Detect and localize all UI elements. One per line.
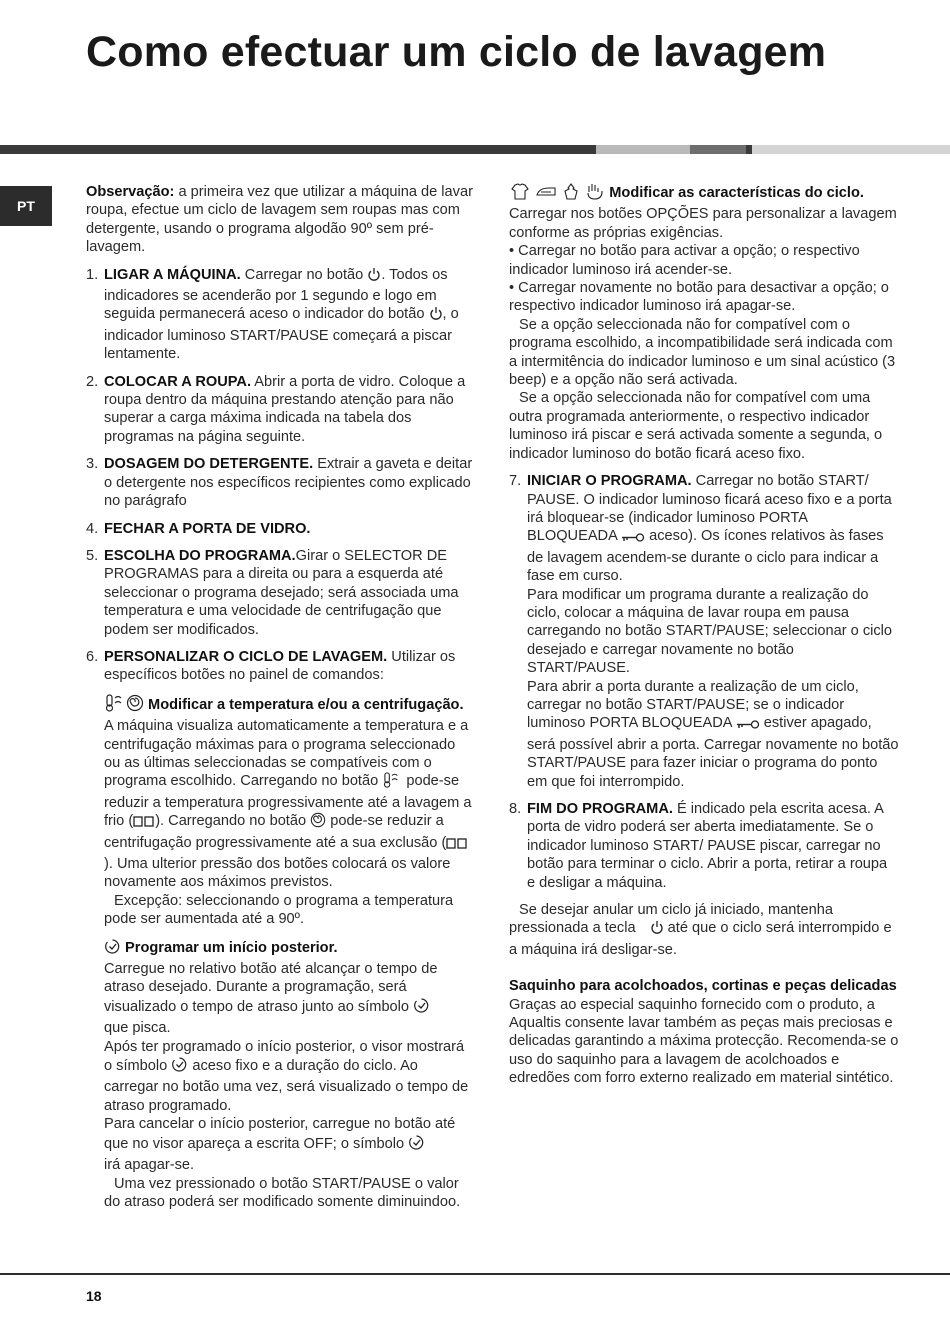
options-text-3: • Carregar novamente no botão para desactivar a opção; o respectivo indicador luminoso irá apagar-se.	[509, 280, 889, 315]
delay-clock-icon	[171, 1056, 188, 1078]
body-text: até que o ciclo será interrompido e a máquina irá desligar-se.	[509, 920, 892, 958]
step-5	[86, 547, 474, 639]
step-text: Girar o SELECTOR DE PROGRAMAS para a direita ou para a esquerda até seleccionar o programa desejado; será associada uma temperatura e uma velocidade de centrifugação que podem ser modificados.	[104, 547, 459, 638]
delay-start-text-4: Uma vez pressionado o botão START/PAUSE o valor do atraso poderá ser modificado somente diminuindoo.	[104, 1175, 461, 1210]
hand-option-icon	[585, 183, 605, 205]
body-text: ). Carregando no botão	[155, 813, 311, 830]
door-lock-key-icon	[736, 717, 760, 735]
power-icon	[640, 920, 664, 940]
delay-start-text-3	[104, 1115, 474, 1174]
left-column	[86, 183, 474, 1220]
steps-list	[86, 266, 474, 1212]
step-number: 2.	[86, 373, 99, 390]
body-text: pode-se reduzir a centrifugação progressivamente até a sua exclusão (	[104, 813, 447, 851]
temperature-exception: Excepção: seleccionando o programa a temperatura pode ser aumentada até a 90º.	[104, 892, 454, 928]
options-heading	[509, 183, 899, 205]
body-text: ). Uma ulterior pressão dos botões colocará os valore novamente aos máximos previstos.	[104, 856, 451, 891]
sub-heading-text: Modificar a temperatura e/ou a centrifugação.	[144, 696, 464, 713]
right-column	[509, 183, 899, 1088]
body-text: Se desejar anular um ciclo já iniciado, mantenha pressionada a tecla	[509, 902, 833, 937]
step-8	[509, 800, 899, 892]
door-lock-key-icon	[621, 530, 645, 548]
delay-start-section	[104, 938, 474, 1212]
spin-icon	[126, 694, 144, 717]
delay-start-text-2	[104, 1038, 474, 1116]
step-number: 1.	[86, 266, 99, 283]
options-section	[509, 183, 899, 463]
step-3	[86, 455, 474, 510]
step-label: DOSAGEM DO DETERGENTE.	[104, 456, 314, 473]
header-rule-light	[596, 145, 690, 154]
header-rule-mid	[690, 145, 746, 154]
step-label: COLOCAR A ROUPA.	[104, 373, 252, 390]
temperature-spin-text	[104, 717, 474, 892]
body-text: estiver apagado, será possível abrir a porta. Carregar novamente no botão START/PAUSE para fazer iniciar o programa do ponto em que foi interrompido.	[527, 715, 899, 790]
off-symbol-icon	[133, 815, 155, 833]
temperature-spin-heading	[104, 694, 474, 717]
delay-start-heading	[104, 938, 474, 960]
iron-option-icon	[535, 183, 557, 205]
footer-rule	[0, 1273, 950, 1275]
header-rule-dark	[0, 145, 596, 154]
step-4	[86, 520, 474, 538]
step-label: ESCOLHA DO PROGRAMA.	[104, 547, 296, 564]
step-1	[86, 266, 474, 364]
step-label: FECHAR A PORTA DE VIDRO.	[104, 520, 311, 537]
options-text-5: Se a opção seleccionada não for compatível com uma outra programada anteriormente, o respectivo indicador luminoso irá piscar e será activada somente a segunda, o indicador luminoso do botão ficará aceso fixo.	[509, 390, 883, 462]
body-text: Para abrir a porta durante a realização de um ciclo, carregar no botão START/PAUSE; se o indicador luminoso PORTA BLOQUEADA	[527, 678, 859, 732]
shirt-option-icon	[509, 183, 531, 205]
step-text: Utilizar os específicos botões no painel de comandos:	[104, 648, 456, 684]
options-text-1: Carregar nos botões OPÇÕES para personalizar a lavagem conforme as próprias exigências.	[509, 206, 897, 241]
step-number: 6.	[86, 648, 99, 665]
step-text: , o indicador luminoso START/PAUSE começará a piscar lentamente.	[104, 306, 459, 363]
off-symbol-icon	[446, 837, 468, 855]
bag-heading: Saquinho para acolchoados, cortinas e peças delicadas	[509, 978, 897, 995]
cancel-cycle-note	[509, 901, 899, 959]
temperature-spin-section	[104, 694, 474, 929]
delay-clock-icon	[104, 938, 121, 960]
sub-heading-text: Programar um início posterior.	[121, 939, 338, 956]
step-2	[86, 373, 474, 447]
step-number: 4.	[86, 520, 99, 537]
step-7-text-2: Para modificar um programa durante a realização do ciclo, colocar a máquina de lavar roupa em pausa carregando no botão START/PAUSE; seleccionar o ciclo desejado e carregar novamente no botão START/PAUSE.	[527, 586, 893, 677]
language-badge: PT	[0, 186, 52, 226]
step-label: INICIAR O PROGRAMA.	[527, 473, 692, 490]
body-text: pode-se reduzir a temperatura progressivamente até a lavagem a frio (	[104, 773, 472, 830]
body-text: Para cancelar o início posterior, carregue no botão até que no visor apareça a escrita OFF; o símbolo	[104, 1116, 456, 1152]
body-text: Carregue no relativo botão até alcançar o tempo de atraso desejado. Durante a programação, será visualizado o tempo de atraso junto ao símbolo	[104, 961, 438, 1015]
temperature-icon	[104, 694, 126, 717]
body-text: A máquina visualiza automaticamente a temperatura e a centrifugação máximas para o programa seleccionado ou as últimas seleccionadas se compatíveis com o programa escolhido. Carregando no botão	[104, 718, 469, 790]
step-text: Abrir a porta de vidro. Coloque a roupa dentro da máquina prestando atenção para não superar a carga máxima indicada na tabela dos programas na página seguinte.	[104, 373, 466, 445]
step-number: 5.	[86, 547, 99, 564]
step-text: Carregar no botão	[240, 266, 368, 283]
intro-text: a primeira vez que utilizar a máquina de lavar roupa, efectue um ciclo de lavagem sem roupas mas com detergente, usando o programa algodão 90º sem pré-lavagem.	[86, 184, 473, 256]
step-text: Extrair a gaveta e deitar o detergente nos específicos recipientes como explicado no parágrafo	[104, 456, 473, 510]
step-label: LIGAR A MÁQUINA.	[104, 266, 241, 283]
step-number: 3.	[86, 456, 99, 473]
power-icon	[367, 267, 381, 287]
stain-option-icon	[561, 183, 581, 205]
options-text-4: Se a opção seleccionada não for compatível com o programa escolhido, a incompatibilidade será indicada com a intermitência do indicador luminoso e um sinal acústico (3 beep) e a opção não será activada.	[509, 316, 896, 389]
step-number: 7.	[509, 473, 522, 490]
steps-list-continued	[509, 472, 899, 892]
intro-label: Observação:	[86, 184, 175, 200]
page-number: 18	[86, 1288, 102, 1304]
power-icon	[429, 306, 443, 326]
delay-clock-icon	[408, 1134, 425, 1156]
step-text: É indicado pela escrita acesa. A porta de vidro poderá ser aberta imediatamente. Se o indicador luminoso START/ PAUSE piscar, carregar no botão para terminar o ciclo. Abrir a porta, retirar a roupa e desligar a máquina.	[527, 801, 888, 891]
options-text-2: • Carregar no botão para activar a opção; o respectivo indicador luminoso irá acender-se.	[509, 243, 860, 278]
step-number: 8.	[509, 801, 522, 817]
body-text: irá apagar-se.	[104, 1157, 195, 1174]
bag-text: Graças ao especial saquinho fornecido com o produto, a Aqualtis consente lavar também as peças mais preciosas e delicadas garantindo a máxima protecção. Recomenda-se o uso do saquinho para a lavagem de acolchoados e edredões com forro externo realizado em material sintético.	[509, 996, 899, 1087]
intro-note	[86, 183, 474, 257]
page-title: Como efectuar um ciclo de lavagem	[86, 28, 827, 76]
step-7	[509, 472, 899, 791]
body-text: aceso fixo e a duração do ciclo. Ao carregar no botão uma vez, será visualizado o tempo de atraso programado.	[104, 1058, 469, 1114]
step-text: . Todos os indicadores se acenderão por 1 segundo e logo em seguida permanecerá aceso o indicador do botão	[104, 266, 448, 323]
body-text: que pisca.	[104, 1020, 171, 1037]
delay-clock-icon	[413, 997, 430, 1019]
body-text: Após ter programado o início posterior, o visor mostrará o símbolo	[104, 1038, 465, 1075]
spin-icon	[310, 812, 326, 833]
sub-heading-text: Modificar as características do ciclo.	[605, 185, 864, 201]
step-text: Carregar no botão START/ PAUSE. O indicador luminoso ficará aceso fixo e a porta irá bloquear-se (indicador luminoso PORTA BLOQUEADA	[527, 473, 892, 545]
header-rule-pale	[752, 145, 950, 154]
delay-start-text-1	[104, 960, 474, 1038]
step-label: FIM DO PROGRAMA.	[527, 801, 673, 817]
temperature-icon	[382, 772, 402, 793]
step-label: PERSONALIZAR O CICLO DE LAVAGEM.	[104, 648, 388, 665]
step-text: aceso). Os ícones relativos às fases de lavagem acendem-se durante o ciclo para indicar a fase em curso.	[527, 528, 884, 585]
step-6	[86, 648, 474, 1211]
step-7-text-3	[527, 678, 899, 791]
